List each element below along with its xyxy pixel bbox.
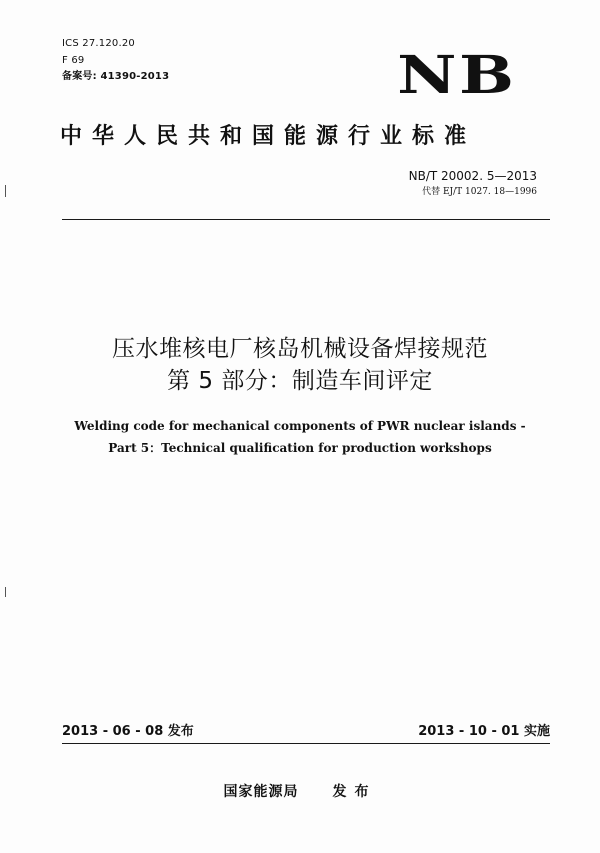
chinese-title-line-1: 压水堆核电厂核岛机械设备焊接规范 xyxy=(112,336,488,362)
top-divider xyxy=(62,219,550,220)
bottom-divider xyxy=(62,743,550,744)
implement-date: 2013 - 10 - 01 实施 xyxy=(418,724,550,739)
chinese-title-line-2: 第 5 部分：制造车间评定 xyxy=(167,368,433,394)
record-number: 备案号: 41390-2013 xyxy=(62,71,170,82)
nb-logo: NB xyxy=(396,45,516,106)
scan-speck xyxy=(5,185,6,197)
english-title-line-1: Welding code for mechanical components of PWR nuclear islands - xyxy=(74,419,526,433)
english-title-line-2: Part 5：Technical qualification for production workshops xyxy=(108,441,492,455)
replaces-standard: 代替 EJ/T 1027. 18—1996 xyxy=(422,187,537,197)
org-title: 中华人民共和国能源行业标准 xyxy=(60,124,477,149)
ics-code: ICS 27.120.20 xyxy=(62,38,135,49)
category-code: F 69 xyxy=(62,55,85,66)
issuer-name: 国家能源局 xyxy=(223,784,299,800)
scan-speck xyxy=(5,587,6,597)
publish-date: 2013 - 06 - 08 发布 xyxy=(62,724,194,739)
issue-verb: 发布 xyxy=(332,784,377,800)
standard-number: NB/T 20002. 5—2013 xyxy=(408,169,537,183)
issuer-row xyxy=(0,782,600,802)
